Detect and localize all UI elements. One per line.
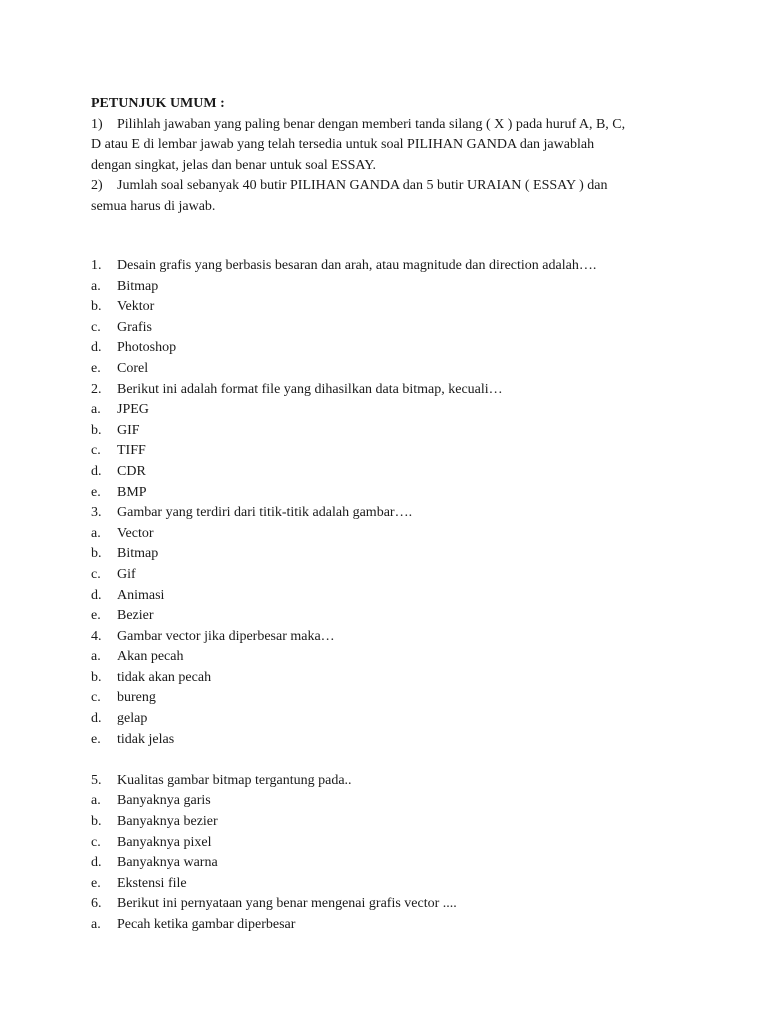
question-6 (91, 894, 711, 915)
question-3 (91, 503, 711, 524)
option-text: Gif (117, 566, 136, 582)
option-row (91, 586, 711, 607)
option-text: Bezier (117, 608, 154, 624)
question-text: Gambar vector jika diperbesar maka… (117, 628, 335, 644)
option-row (91, 812, 711, 833)
option-text: TIFF (117, 443, 146, 459)
option-row (91, 874, 711, 895)
option-row (91, 915, 711, 936)
option-label: e. (91, 731, 101, 747)
option-row (91, 833, 711, 854)
question-number: 6. (91, 896, 102, 912)
option-text: Akan pecah (117, 649, 184, 665)
option-text: Banyaknya pixel (117, 834, 212, 850)
option-label: c. (91, 319, 101, 335)
option-row (91, 483, 711, 504)
question-text: Berikut ini pernyataan yang benar mengenai grafis vector .... (117, 896, 457, 912)
option-text: Banyaknya bezier (117, 814, 218, 830)
option-text: Vector (117, 525, 154, 541)
instruction-item (91, 176, 691, 197)
option-text: gelap (117, 711, 148, 727)
option-label: a. (91, 917, 101, 932)
question-text: Berikut ini adalah format file yang dihasilkan data bitmap, kecuali… (117, 381, 503, 397)
option-row (91, 338, 711, 359)
question-5 (91, 771, 711, 792)
question-number: 3. (91, 505, 102, 521)
option-label: d. (91, 711, 102, 727)
option-label: c. (91, 566, 101, 582)
option-text: Bitmap (117, 546, 159, 562)
instruction-line: dengan singkat, jelas dan benar untuk soal ESSAY. (91, 157, 377, 173)
option-text: Photoshop (117, 340, 177, 356)
question-number: 2. (91, 381, 102, 397)
option-text: Animasi (117, 587, 165, 603)
option-text: Bitmap (117, 278, 159, 294)
question-1 (91, 256, 711, 277)
option-row (91, 709, 711, 730)
option-text: Vektor (117, 299, 155, 315)
option-text: Ekstensi file (117, 875, 187, 891)
option-text: Pecah ketika gambar diperbesar (117, 917, 296, 932)
option-text: tidak akan pecah (117, 669, 212, 685)
question-list (91, 256, 711, 936)
option-label: d. (91, 463, 102, 479)
option-label: b. (91, 669, 102, 685)
question-number: 5. (91, 772, 102, 788)
question-text: Desain grafis yang berbasis besaran dan arah, atau magnitude dan direction adalah…. (117, 258, 597, 273)
option-label: a. (91, 402, 101, 418)
option-label: d. (91, 587, 102, 603)
option-row (91, 441, 711, 462)
option-label: b. (91, 422, 102, 438)
option-label: e. (91, 360, 101, 376)
option-label: b. (91, 814, 102, 830)
option-label: c. (91, 834, 101, 850)
option-label: a. (91, 649, 101, 665)
instruction-line: Pilihlah jawaban yang paling benar dengan memberi tanda silang ( X ) pada huruf A, B, C, (117, 116, 626, 132)
option-text: Banyaknya warna (117, 855, 218, 871)
option-row (91, 688, 711, 709)
instruction-line: D atau E di lembar jawab yang telah tersedia untuk soal PILIHAN GANDA dan jawablah (91, 137, 595, 153)
option-row (91, 400, 711, 421)
option-row (91, 647, 711, 668)
instruction-line: semua harus di jawab. (91, 198, 216, 214)
option-label: a. (91, 525, 101, 541)
option-row (91, 791, 711, 812)
option-label: c. (91, 690, 101, 706)
question-text: Kualitas gambar bitmap tergantung pada.. (117, 772, 352, 788)
option-row (91, 730, 711, 751)
question-text: Gambar yang terdiri dari titik-titik adalah gambar…. (117, 505, 413, 521)
blank-line (91, 750, 711, 771)
option-row (91, 421, 711, 442)
option-text: Grafis (117, 319, 152, 335)
option-label: a. (91, 278, 101, 294)
option-row (91, 297, 711, 318)
option-label: d. (91, 855, 102, 871)
option-row (91, 606, 711, 627)
option-text: BMP (117, 484, 147, 500)
option-label: e. (91, 608, 101, 624)
option-label: e. (91, 484, 101, 500)
option-label: b. (91, 299, 102, 315)
option-text: tidak jelas (117, 731, 175, 747)
option-text: JPEG (117, 402, 149, 418)
option-row (91, 668, 711, 689)
option-label: d. (91, 340, 102, 356)
question-number: 1. (91, 258, 102, 273)
option-row (91, 565, 711, 586)
option-row (91, 853, 711, 874)
instruction-number: 1) (91, 116, 103, 132)
option-row (91, 318, 711, 339)
option-text: Corel (117, 360, 149, 376)
option-text: bureng (117, 690, 156, 706)
option-text: CDR (117, 463, 146, 479)
instruction-line: Jumlah soal sebanyak 40 butir PILIHAN GANDA dan 5 butir URAIAN ( ESSAY ) dan (117, 178, 608, 194)
instructions-heading: PETUNJUK UMUM : (91, 96, 225, 111)
option-text: GIF (117, 422, 140, 438)
question-2 (91, 380, 711, 401)
option-label: a. (91, 793, 101, 809)
option-row (91, 524, 711, 545)
question-4 (91, 627, 711, 648)
general-instructions (91, 94, 691, 218)
option-row (91, 359, 711, 380)
question-number: 4. (91, 628, 102, 644)
instruction-number: 2) (91, 178, 103, 194)
option-label: e. (91, 875, 101, 891)
option-label: b. (91, 546, 102, 562)
option-row (91, 277, 711, 298)
option-row (91, 544, 711, 565)
option-label: c. (91, 443, 101, 459)
option-text: Banyaknya garis (117, 793, 211, 809)
instruction-item (91, 115, 691, 136)
option-row (91, 462, 711, 483)
